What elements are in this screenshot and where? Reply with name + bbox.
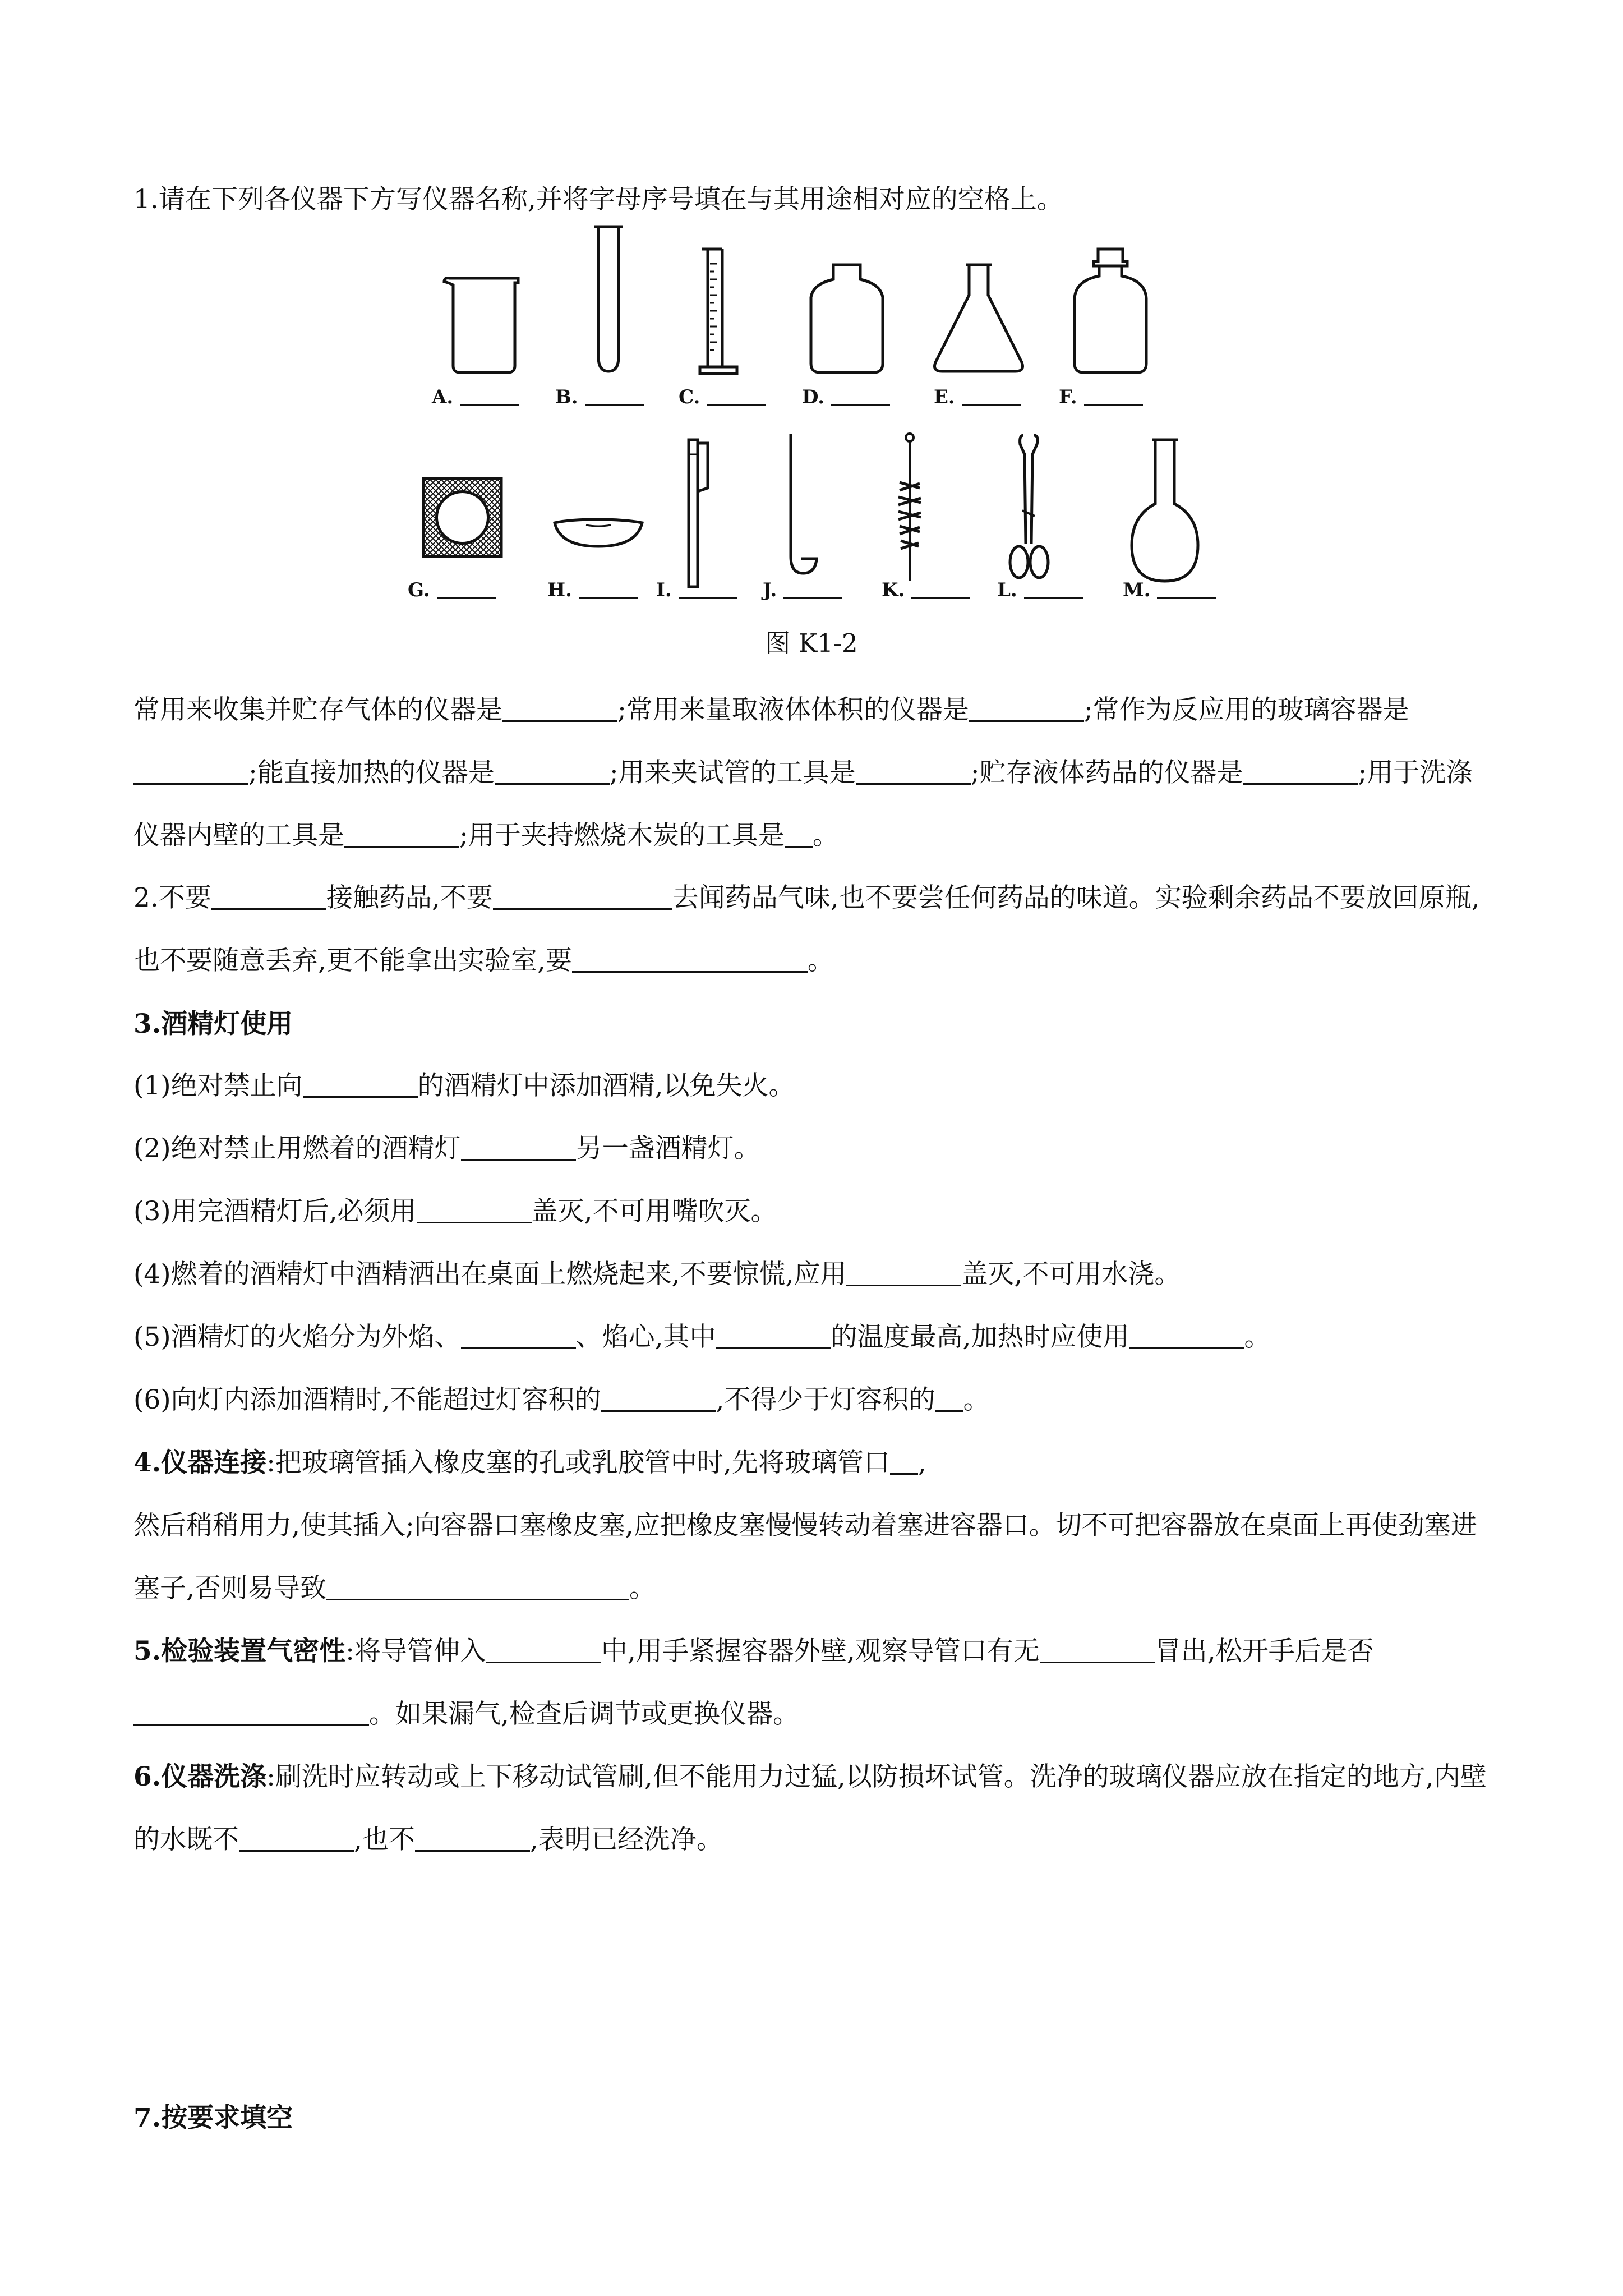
round-flask-icon [1128,438,1201,583]
test-tube-icon [592,224,625,376]
label-g: G. [408,579,496,601]
answer-line-f[interactable] [1084,387,1143,406]
answer-line-a[interactable] [460,387,519,406]
blank-wash-tool[interactable] [344,819,459,848]
q3-title: 3.酒精灯使用 [133,1009,293,1039]
beaker-icon [442,275,526,376]
blank-direct-heat[interactable] [495,756,610,785]
blank-q3-3[interactable] [417,1195,532,1223]
figure-caption: 图 K1-2 [765,628,858,658]
answer-line-k[interactable] [911,580,970,599]
blank-gas-storage[interactable] [502,693,617,722]
q3-item-6: (6)向灯内添加酒精时,不能超过灯容积的 ,不得少于灯容积的 。 [133,1384,990,1415]
blank-q5-1[interactable] [486,1635,601,1663]
q3-item-3: (3)用完酒精灯后,必须用 盖灭,不可用嘴吹灭。 [133,1196,777,1227]
answer-line-i[interactable] [679,580,737,599]
label-e: E. [934,386,1021,408]
blank-q3-5c[interactable] [1129,1320,1244,1349]
test-tube-brush-icon [893,432,926,583]
q3-item-2: (2)绝对禁止用燃着的酒精灯 另一盏酒精灯。 [133,1133,760,1164]
blank-q6-2[interactable] [415,1823,530,1852]
label-d: D. [802,386,890,408]
crucible-tongs-icon [1007,432,1052,583]
answer-line-m[interactable] [1157,580,1216,599]
blank-measure-liquid[interactable] [969,693,1084,722]
blank-q4-2[interactable] [326,1572,629,1600]
answer-line-j[interactable] [783,580,842,599]
blank-q6-1[interactable] [239,1823,354,1852]
label-h: H. [547,579,638,601]
answer-line-l[interactable] [1024,580,1083,599]
evaporating-dish-icon [552,516,645,550]
answer-line-e[interactable] [962,387,1021,406]
reagent-bottle-icon [1071,247,1150,376]
q3-item-5: (5)酒精灯的火焰分为外焰、 、焰心,其中 的温度最高,加热时应使用 。 [133,1322,1271,1352]
label-i: I. [656,579,737,601]
label-c: C. [679,386,766,408]
blank-charcoal-tool[interactable] [785,819,813,848]
answer-line-g[interactable] [437,580,496,599]
blank-q3-6b[interactable] [935,1383,963,1412]
combustion-spoon-icon [784,432,823,578]
blank-hold-test-tube[interactable] [856,756,971,785]
blank-q3-4[interactable] [846,1258,961,1286]
q3-item-1: (1)绝对禁止向 的酒精灯中添加酒精,以免失火。 [133,1070,795,1101]
label-m: M. [1123,579,1216,601]
blank-q2-touch[interactable] [211,881,326,910]
blank-q5-3[interactable] [133,1697,369,1726]
blank-q4-1[interactable] [890,1446,918,1475]
q6-text: 6.仪器洗涤:刷洗时应转动或上下移动试管刷,但不能用力过猛,以防损坏试管。洗净的玻璃仪器应放在指定的地方,内壁的水既不 ,也不 ,表明已经洗净。 [133,1761,1487,1855]
blank-q5-2[interactable] [1040,1635,1155,1663]
graduated-cylinder-icon [700,247,739,376]
label-f: F. [1059,386,1143,408]
blank-q3-2[interactable] [461,1132,576,1161]
label-l: L. [997,579,1083,601]
q7-title: 7.按要求填空 [133,2102,293,2133]
instrument-figure [0,213,1623,662]
blank-q3-6a[interactable] [601,1383,716,1412]
label-a: A. [432,386,519,408]
answer-line-b[interactable] [585,387,644,406]
blank-q3-5a[interactable] [461,1320,576,1349]
blank-q2-leftover[interactable] [572,944,808,973]
blank-q2-smell[interactable] [493,881,672,910]
q3-item-4: (4)燃着的酒精灯中酒精洒出在桌面上燃烧起来,不要惊慌,应用 盖灭,不可用水浇。 [133,1259,1181,1290]
q4-line-1: 4.仪器连接:把玻璃管插入橡皮塞的孔或乳胶管中时,先将玻璃管口 , [133,1447,926,1478]
blank-q3-1[interactable] [303,1069,418,1098]
answer-line-d[interactable] [831,387,890,406]
answer-line-c[interactable] [707,387,766,406]
q4-line-2: 然后稍稍用力,使其插入;向容器口塞橡皮塞,应把橡皮塞慢慢转动着塞进容器口。切不可把容器放在桌面上再使劲塞进塞子,否则易导致 。 [133,1510,1477,1604]
q5-text: 5.检验装置气密性:将导管伸入 中,用手紧握容器外壁,观察导管口有无 冒出,松开手后是否。如果漏气,检查后调节或更换仪器。 [133,1636,1374,1729]
conical-flask-icon [931,263,1026,375]
blank-liquid-storage[interactable] [1243,756,1358,785]
q2-text: 2.不要 接触药品,不要 去闻药品气味,也不要尝任何药品的味道。实验剩余药品不要放回原瓶,也不要随意丢弃,更不能拿出实验室,要 。 [133,882,1480,976]
asbestos-gauze-icon [422,477,503,558]
label-b: B. [555,386,644,408]
q1-intro: 1.请在下列各仪器下方写仪器名称,并将字母序号填在与其用途相对应的空格上。 [133,184,1063,215]
test-tube-holder-icon [685,438,713,589]
gas-bottle-icon [808,263,886,375]
blank-reaction-vessel[interactable] [133,756,248,785]
blank-q3-5b[interactable] [716,1320,831,1349]
label-k: K. [882,579,970,601]
label-j: J. [763,579,842,601]
answer-line-h[interactable] [579,580,638,599]
q1-usage-text: 常用来收集并贮存气体的仪器是 ;常用来量取液体体积的仪器是 ;常作为反应用的玻璃容器是;能直接加热的仪器是 ;用来夹试管的工具是 ;贮存液体药品的仪器是 ;用于洗涤仪器内壁的工具是 ;用于夹持燃烧木炭的工具是 。 [133,694,1473,851]
